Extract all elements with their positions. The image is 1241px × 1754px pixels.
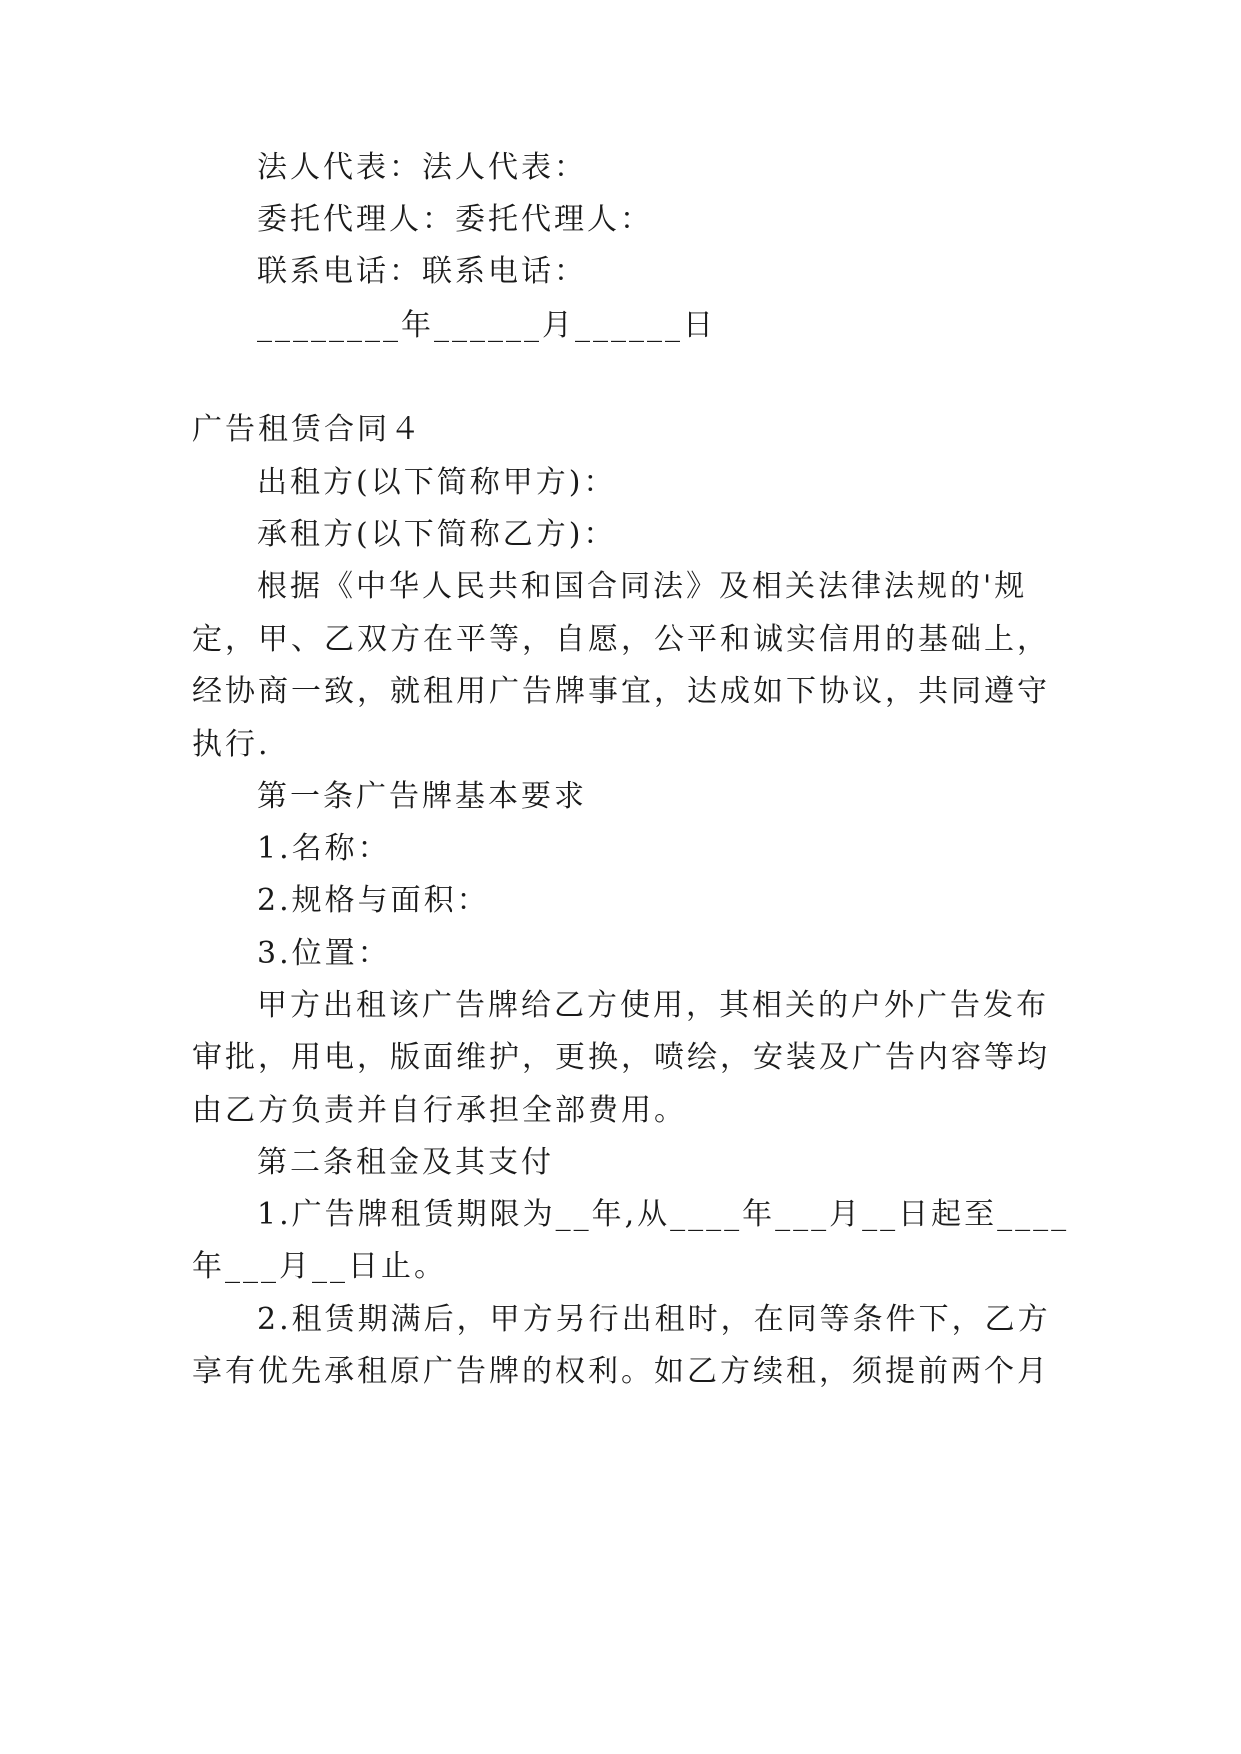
article2-item1-line: 1.广告牌租赁期限为__年,从____年___月__日起至____ xyxy=(257,1197,1070,1232)
preamble-line: 执行. xyxy=(192,727,271,762)
preamble-line: 经协商一致，就租用广告牌事宜，达成如下协议，共同遵守 xyxy=(192,674,1050,709)
article2-heading: 第二条租金及其支付 xyxy=(257,1145,554,1180)
date-line: ________年______月______日 xyxy=(257,308,716,343)
lessor-line: 出租方(以下简称甲方)： xyxy=(257,465,617,500)
article2-item1-line: 年___月__日止。 xyxy=(192,1249,447,1284)
preamble-line: 定，甲、乙双方在平等，自愿，公平和诚实信用的基础上， xyxy=(192,622,1050,657)
article2-item2-line: 2.租赁期满后，甲方另行出租时，在同等条件下，乙方 xyxy=(257,1302,1051,1337)
article1-paragraph-line: 由乙方负责并自行承担全部费用。 xyxy=(192,1093,687,1128)
article1-heading: 第一条广告牌基本要求 xyxy=(257,779,587,814)
article2-item2-line: 享有优先承租原广告牌的权利。如乙方续租，须提前两个月 xyxy=(192,1354,1050,1389)
preamble-line: 根据《中华人民共和国合同法》及相关法律法规的'规 xyxy=(257,569,1028,604)
legal-rep-line: 法人代表：法人代表： xyxy=(257,150,587,185)
article1-item: 2.规格与面积： xyxy=(257,883,490,918)
lessee-line: 承租方(以下简称乙方)： xyxy=(257,517,617,552)
article1-item: 1.名称： xyxy=(257,831,391,866)
article1-paragraph-line: 甲方出租该广告牌给乙方使用，其相关的户外广告发布 xyxy=(257,988,1049,1023)
article1-item: 3.位置： xyxy=(257,936,391,971)
contract-title: 广告租赁合同４ xyxy=(192,412,423,447)
article1-paragraph-line: 审批，用电，版面维护，更换，喷绘，安装及广告内容等均 xyxy=(192,1040,1050,1075)
agent-line: 委托代理人：委托代理人： xyxy=(257,202,653,237)
phone-line: 联系电话：联系电话： xyxy=(257,254,587,289)
